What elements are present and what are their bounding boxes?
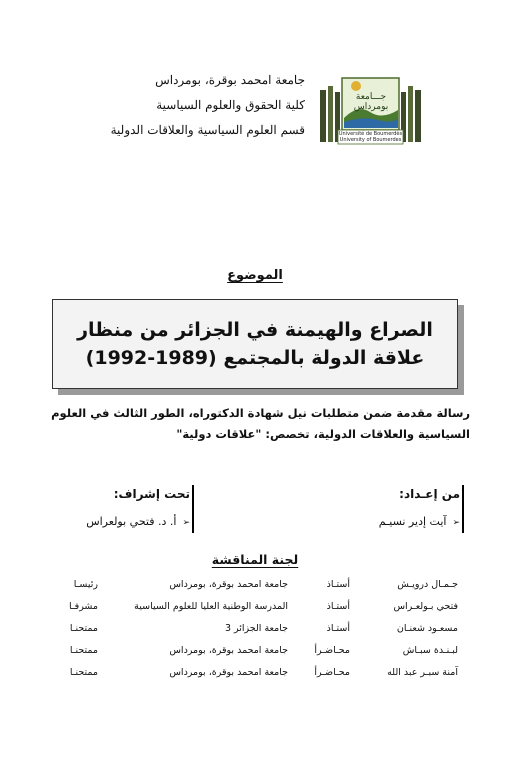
subject-label: الموضوع (227, 268, 283, 283)
divider-right (462, 485, 464, 533)
member-institution: جامعة امحمد بوقرة، بومرداس (169, 645, 288, 656)
committee-title: لجنة المناقشة (211, 552, 299, 567)
thesis-title-line-2: علاقة الدولة بالمجتمع (1989-1992) (85, 347, 425, 369)
thesis-description (30, 403, 470, 445)
member-institution: جامعة امحمد بوقرة، بومرداس (169, 579, 288, 590)
thesis-title-box (52, 299, 458, 389)
author-name: ➢آيت إدير نسيـم (378, 515, 460, 528)
member-institution: المدرسة الوطنية العليا للعلوم السياسية (134, 601, 288, 612)
member-role: ممتحنـا (69, 645, 98, 656)
committee-row (0, 576, 510, 598)
supervisor-name: ➢أ. د. فتحي بولعراس (86, 515, 190, 528)
member-name: لبـنـدة سبـاش (402, 645, 458, 656)
member-role: ممتحنـا (69, 667, 98, 678)
university-header (105, 68, 305, 143)
bullet-icon: ➢ (182, 518, 190, 528)
member-role: ممتحنـا (69, 623, 98, 634)
member-role: رئيسـا (73, 579, 98, 590)
university-name: جامعة امحمد بوقرة، بومرداس (155, 73, 305, 87)
university-logo (318, 72, 423, 148)
member-institution: جامعة الجزائر 3 (224, 623, 288, 634)
member-rank: محـاضـرأ (314, 645, 350, 656)
bullet-icon: ➢ (452, 518, 460, 528)
faculty-name: كلية الحقوق والعلوم السياسية (156, 98, 305, 112)
logo-en-text: University of Boumerdes (339, 137, 402, 143)
logo-arabic-text: جـــامعة بومرداس (353, 92, 389, 112)
committee-row (0, 642, 510, 664)
member-rank: أستـاذ (326, 623, 350, 634)
member-rank: أستـاذ (326, 601, 350, 612)
divider-left (192, 485, 194, 533)
member-name: مسعـود شعنـان (396, 623, 458, 634)
member-name: آمنة سبـر عبد الله (387, 667, 458, 678)
department-name: قسم العلوم السياسية والعلاقات الدولية (110, 123, 305, 137)
supervised-by-heading: تحت إشراف: (113, 487, 190, 501)
member-rank: أستـاذ (326, 579, 350, 590)
member-institution: جامعة امحمد بوقرة، بومرداس (169, 667, 288, 678)
committee-row (0, 598, 510, 620)
committee-row (0, 620, 510, 642)
member-role: مشرفـا (68, 601, 98, 612)
thesis-title-line-1: الصراع والهيمنة في الجزائر من منظار (77, 319, 433, 341)
committee-row (0, 664, 510, 686)
thesis-description-line-2: السياسية والعلاقات الدولية، تخصص: "علاقات دولية" (176, 427, 470, 441)
logo-fr-text: Université de Boumerdès (338, 131, 403, 137)
member-rank: محـاضـرأ (314, 667, 350, 678)
thesis-description-line-1: رسالة مقدمة ضمن متطلبات نيل شهادة الدكتوراه، الطور الثالث في العلوم (51, 406, 470, 420)
member-name: فتحي بـولعـراس (393, 601, 458, 612)
prepared-by-heading: من إعـداد: (399, 487, 460, 501)
member-name: جـمـال درويـش (397, 579, 458, 590)
